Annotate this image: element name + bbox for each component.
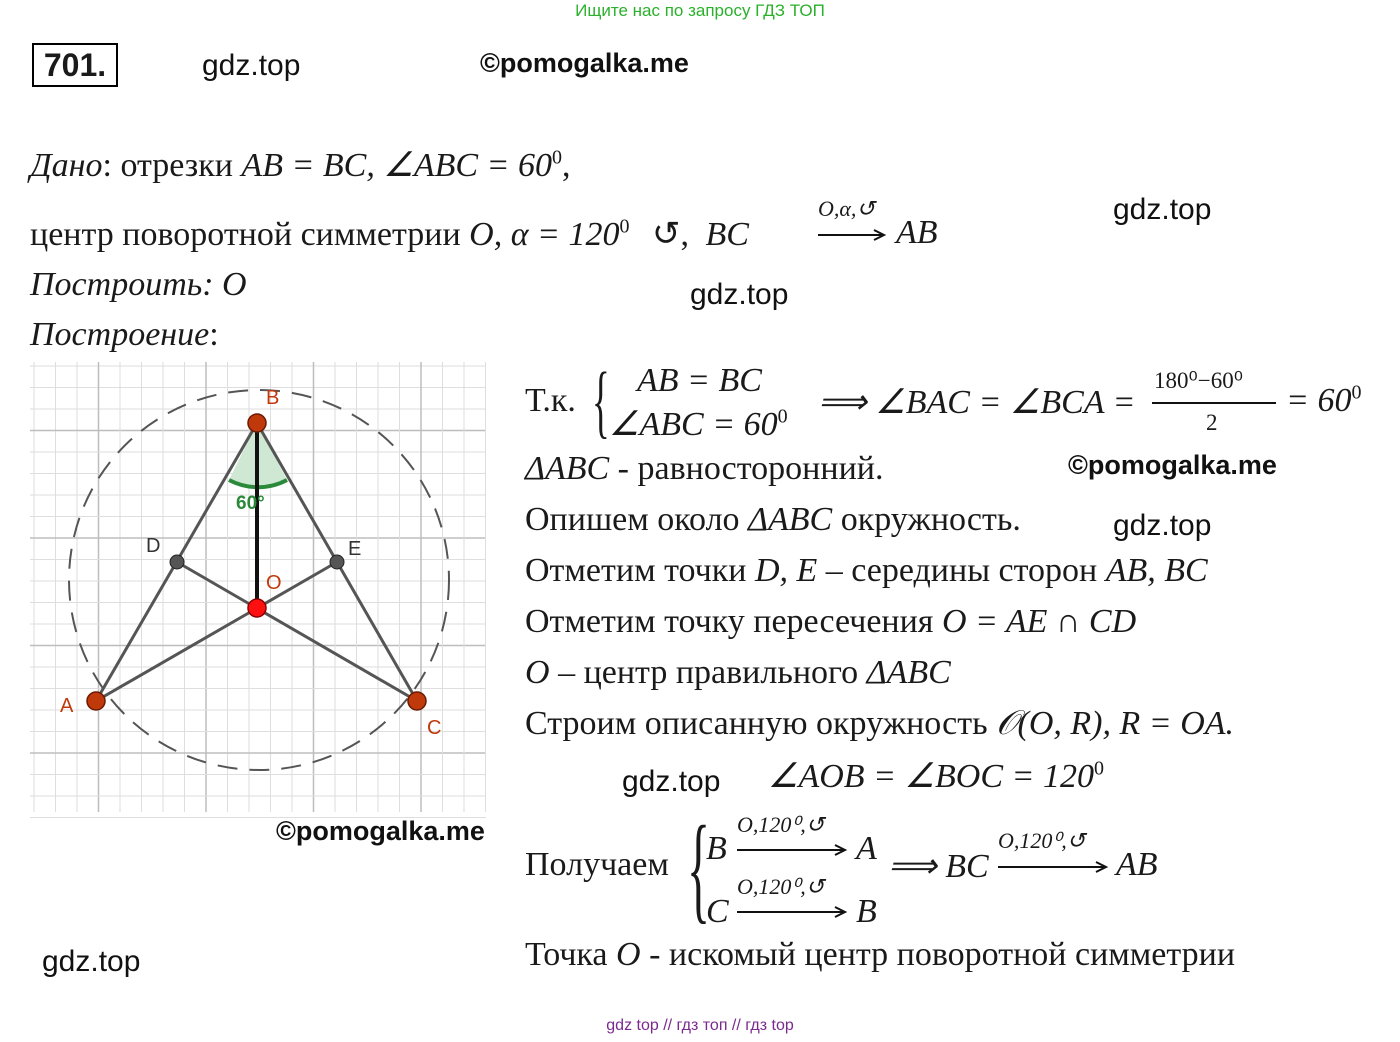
given-tail: ,: [562, 147, 571, 184]
equilateral-math: ΔABC: [525, 450, 610, 487]
mid-math2: AB, BC: [1105, 552, 1208, 589]
build-math: 𝒪(O, R), R = OA.: [996, 705, 1235, 742]
label-e: E: [348, 538, 362, 560]
system-eq1: AB = BC: [637, 362, 762, 399]
construct-line: [30, 266, 247, 304]
map3-to: AB: [1116, 846, 1158, 883]
watermark-gdz: gdz.top: [42, 945, 141, 978]
given-line: [30, 145, 571, 185]
fraction-denominator: 2: [1206, 410, 1218, 435]
inter-math: O = AE ∩ CD: [941, 603, 1137, 640]
map1-arrow-icon: [737, 843, 849, 857]
rotation-symbol: ↺,: [652, 216, 689, 253]
final-math: O: [616, 936, 641, 973]
construct-label: Построить: [30, 266, 203, 303]
point-b: [248, 414, 266, 432]
construction-label: Построение: [30, 316, 210, 353]
given-label: Дано: [30, 147, 103, 184]
mapping-brace: {: [687, 801, 711, 934]
angle-label: 60°: [236, 493, 265, 514]
system-eq2: ∠ABC = 60: [609, 406, 778, 443]
intersection-line: [525, 603, 1136, 641]
circ-math: ΔABC: [748, 501, 833, 538]
circumscribe-line: [525, 501, 1021, 539]
watermark-gdz: gdz.top: [1113, 509, 1212, 542]
segment-ae: [96, 562, 337, 701]
label-a: A: [60, 695, 74, 717]
top-banner: Ищите нас по запросу ГДЗ ТОП: [575, 1, 825, 20]
angles-line: [768, 756, 1104, 796]
fraction-numerator: 180⁰−60⁰: [1154, 368, 1243, 393]
center-regular-line: [525, 654, 951, 692]
center-to: AB: [896, 214, 938, 251]
bottom-banner: gdz top // гдз топ // гдз top: [606, 1017, 794, 1034]
map-implies: ⟹ BC: [888, 848, 989, 885]
final-tail: - искомый центр поворотной симметрии: [640, 936, 1236, 973]
map1-label: O,120⁰,↺: [737, 812, 825, 837]
point-a: [87, 692, 105, 710]
system-eq2-sup: 0: [777, 405, 788, 428]
construction-tail: :: [209, 316, 219, 353]
construction-line: [30, 316, 219, 354]
center-from: BC: [705, 216, 749, 253]
label-c: C: [427, 717, 442, 739]
point-d: [170, 555, 184, 569]
label-o: O: [266, 572, 282, 594]
angles-sup: 0: [1093, 757, 1104, 780]
equilateral-line: [525, 450, 883, 488]
map1-from: B: [706, 830, 727, 867]
center-math: O, α = 120: [469, 216, 620, 253]
map3-label: O,120⁰,↺: [998, 828, 1086, 853]
get-label: Получаем: [525, 846, 669, 883]
watermark-pomogalka: ©pomogalka.me: [276, 816, 485, 846]
system-eq2-wrap: [609, 404, 788, 444]
watermark-gdz: gdz.top: [690, 278, 789, 311]
center-text: – центр правильного: [549, 654, 867, 691]
map2-from: C: [706, 893, 729, 930]
center-math: O: [525, 654, 550, 691]
fraction-bar: [1152, 402, 1276, 404]
equilateral-text: - равносторонний.: [609, 450, 884, 487]
label-d: D: [146, 535, 161, 557]
watermark-gdz: gdz.top: [622, 765, 721, 798]
label-b: B: [266, 387, 280, 409]
map1-to: A: [856, 830, 877, 867]
system-brace: {: [592, 355, 610, 446]
implies-angles: ⟹ ∠BAC = ∠BCA =: [818, 384, 1136, 421]
point-c: [408, 692, 426, 710]
mid-text: Отметим точки: [525, 552, 755, 589]
angles-math: ∠AOB = ∠BOC = 120: [768, 758, 1094, 795]
result-sup: 0: [1351, 381, 1362, 404]
given-sup: 0: [552, 146, 562, 169]
center-arrow-label: O,α,↺: [818, 196, 875, 221]
center-math2: ΔABC: [866, 654, 951, 691]
circ-tail: окружность.: [832, 501, 1021, 538]
construct-value: : O: [202, 266, 247, 303]
center-sup: 0: [619, 215, 630, 238]
build-line: [525, 705, 1234, 743]
midpoints-line: [525, 552, 1208, 590]
segment-cd: [177, 562, 417, 701]
geometry-diagram: [30, 362, 490, 822]
watermark-pomogalka: ©pomogalka.me: [480, 48, 689, 78]
given-text: : отрезки: [102, 147, 242, 184]
watermark-gdz: gdz.top: [1113, 193, 1212, 226]
problem-number: 701.: [32, 43, 118, 87]
point-e: [330, 555, 344, 569]
build-text: Строим описанную окружность: [525, 705, 997, 742]
result-wrap: [1286, 382, 1361, 420]
map2-label: O,120⁰,↺: [737, 874, 825, 899]
tk-label: Т.к.: [525, 382, 576, 419]
watermark-pomogalka: ©pomogalka.me: [1068, 450, 1277, 480]
map3-arrow-icon: [998, 860, 1110, 874]
circ-text: Опишем около: [525, 501, 749, 538]
center-text: центр поворотной симметрии: [30, 216, 470, 253]
given-math: AB = BC, ∠ABC = 60: [241, 147, 552, 184]
map2-to: B: [856, 893, 877, 930]
mid-tail: – середины сторон: [817, 552, 1106, 589]
center-arrow-icon: [818, 228, 888, 242]
inter-text: Отметим точку пересечения: [525, 603, 942, 640]
watermark-gdz: gdz.top: [202, 49, 301, 82]
mid-math: D, E: [754, 552, 818, 589]
map2-arrow-icon: [737, 905, 849, 919]
final-line: [525, 936, 1235, 974]
point-o: [248, 599, 266, 617]
final-text: Точка: [525, 936, 617, 973]
result: = 60: [1286, 382, 1352, 419]
center-line: [30, 214, 749, 254]
